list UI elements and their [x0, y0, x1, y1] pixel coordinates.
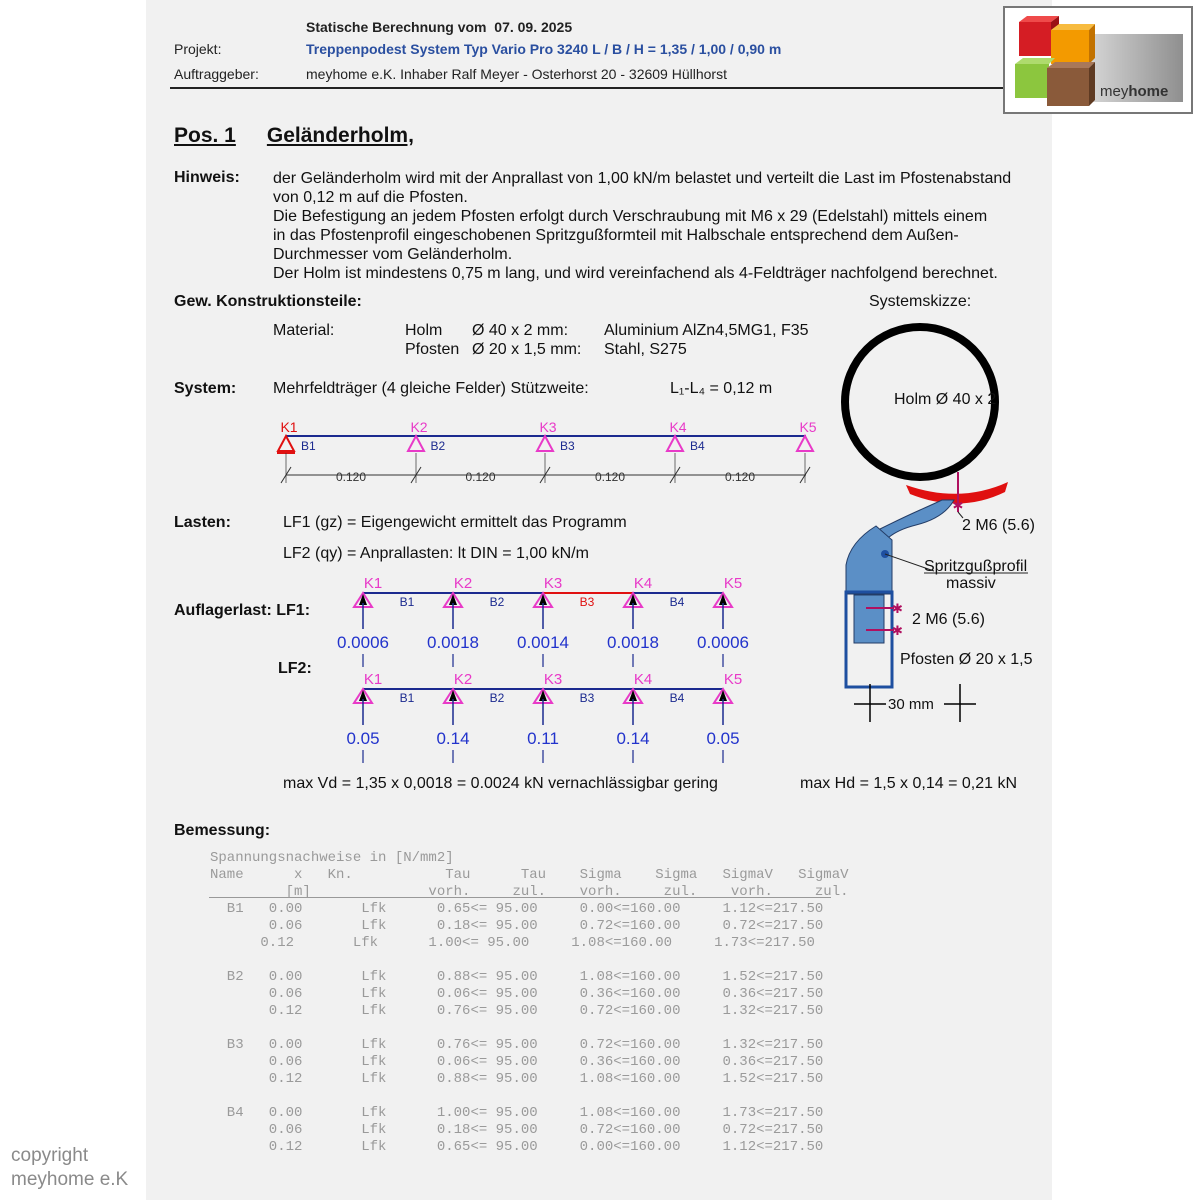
hinweis-label: Hinweis:: [174, 169, 240, 186]
span-label: L₁-L₄ = 0,12 m: [670, 380, 773, 397]
lf2-node-k3: K3: [543, 671, 563, 688]
spritzguss-body: [846, 526, 892, 594]
table-row: [210, 1020, 849, 1037]
beam-label-b1: B1: [301, 439, 316, 453]
node-label-k5: K5: [799, 419, 817, 435]
lf2-beam-label-b1: B1: [399, 691, 415, 705]
beam-label-b4: B4: [690, 439, 705, 453]
lf1-value-k2: 0.0018: [427, 633, 479, 652]
lf1-value-k5: 0.0006: [697, 633, 749, 652]
left-margin: [0, 0, 146, 1200]
screw-top-icon: ✱: [952, 498, 964, 513]
statik-date: 07. 09. 2025: [494, 19, 573, 35]
table-row: 0.12 Lfk 0.76<= 95.00 0.72<=160.00 1.32<=217.50: [210, 1003, 824, 1019]
table-row: 0.12 Lfk 0.65<= 95.00 0.00<=160.00 1.12<=217.50: [210, 1139, 824, 1155]
lf1-node-k4: K4: [633, 575, 653, 592]
table-row: 0.06 Lfk 0.18<= 95.00 0.72<=160.00 0.72<=217.50: [210, 1122, 824, 1138]
pos-title: [174, 124, 414, 148]
logo-graphic: [1005, 8, 1191, 112]
system-text: Mehrfeldträger (4 gleiche Felder) Stützweite:: [273, 380, 589, 397]
table-row: 0.12 Lfk 0.88<= 95.00 1.08<=160.00 1.52<=217.50: [210, 1071, 824, 1087]
lf1-node-k3: K3: [543, 575, 563, 592]
lf1-value-k4: 0.0018: [607, 633, 659, 652]
lf1-node-k1: K1: [363, 575, 383, 592]
holm-material: Aluminium AlZn4,5MG1, F35: [604, 322, 809, 339]
lf2-value-k4: 0.14: [616, 729, 650, 748]
hinweis-line: Durchmesser vom Geländerholm.: [273, 246, 513, 263]
pfosten-label: Pfosten Ø 20 x 1,5: [900, 651, 1033, 668]
screw-mid-2-icon: ✱: [892, 623, 903, 638]
table-row: 0.06 Lfk 0.06<= 95.00 0.36<=160.00 0.36<=217.50: [210, 986, 824, 1002]
table-row: B1 0.00 Lfk 0.65<= 95.00 0.00<=160.00 1.12<=217.50: [210, 901, 824, 917]
node-label-k1: K1: [280, 419, 298, 435]
system-sketch: [836, 320, 1052, 725]
holm-label: Holm Ø 40 x 2: [894, 391, 997, 408]
screw-top-label: 2 M6 (5.6): [962, 517, 1035, 534]
table-row: 0.06 Lfk 0.18<= 95.00 0.72<=160.00 0.72<=217.50: [210, 918, 824, 934]
support-k4: [667, 436, 683, 451]
lf2-node-k5: K5: [723, 671, 743, 688]
table-header-line: Name x Kn. Tau Tau Sigma Sigma SigmaV SigmaV: [210, 867, 849, 883]
pfosten-part: Pfosten: [405, 341, 460, 358]
table-header-line: Spannungsnachweise in [N/mm2]: [210, 850, 454, 866]
projekt-label: Projekt:: [174, 41, 222, 57]
lf2-beam-label-b4: B4: [669, 691, 685, 705]
hinweis-line: der Geländerholm wird mit der Anprallast von 1,00 kN/m belastet und verteilt die Last im Pfostenabstand: [273, 170, 1012, 187]
system-diagram: [270, 415, 830, 490]
hinweis-text: [273, 169, 1053, 283]
pos-name: Geländerholm,: [266, 124, 414, 147]
projekt-value: Treppenpodest System Typ Vario Pro 3240 L / B / H = 1,35 / 1,00 / 0,90 m: [306, 41, 782, 57]
table-row: B3 0.00 Lfk 0.76<= 95.00 0.72<=160.00 1.32<=217.50: [210, 1037, 824, 1053]
node-label-k4: K4: [669, 419, 687, 435]
support-k2: [408, 436, 424, 451]
lf2-text: LF2 (qy) = Anprallasten: lt DIN = 1,00 kN/m: [283, 545, 589, 562]
lf1-value-k3: 0.0014: [517, 633, 569, 652]
copyright-line-2: meyhome e.K: [11, 1169, 129, 1190]
spritzguss-insert: [854, 595, 884, 643]
profile-label-2: massiv: [946, 575, 996, 592]
lf2-beam-label-b3: B3: [579, 691, 595, 705]
lf1-beam-label-b1: B1: [399, 595, 415, 609]
lf2-node-k2: K2: [453, 671, 473, 688]
screw-mid-label: 2 M6 (5.6): [912, 611, 985, 628]
statik-title: [306, 19, 572, 35]
table-header-line: [m] vorh. zul. vorh. zul. vorh. zul.: [210, 884, 849, 900]
pfosten-material: Stahl, S275: [604, 341, 687, 358]
hinweis-line: Die Befestigung an jedem Pfosten erfolgt durch Verschraubung mit M6 x 29 (Edelstahl) mittels einem: [273, 208, 988, 225]
dim-value: 0.120: [465, 470, 496, 484]
lf2-diagram: [325, 668, 765, 768]
header-rule: [170, 87, 1005, 89]
bemessung-label: Bemessung:: [174, 822, 271, 839]
lf1-beam-label-b2: B2: [489, 595, 505, 609]
lf2-node-k1: K1: [363, 671, 383, 688]
holm-dim: Ø 40 x 2 mm:: [472, 322, 569, 339]
lf2-beam-label-b2: B2: [489, 691, 505, 705]
table-row: [210, 952, 849, 969]
system-label: System:: [174, 380, 237, 397]
auftraggeber-label: Auftraggeber:: [174, 66, 259, 82]
lasten-label: Lasten:: [174, 514, 231, 531]
dim-value: 0.120: [335, 470, 367, 484]
table-row: B4 0.00 Lfk 1.00<= 95.00 1.08<=160.00 1.73<=217.50: [210, 1105, 824, 1121]
lf2-node-k4: K4: [633, 671, 653, 688]
copyright-line-1: copyright: [11, 1145, 89, 1166]
stress-table: [210, 850, 849, 1156]
skizze-title: Systemskizze:: [869, 293, 972, 310]
logo-text: meyhome: [1100, 83, 1169, 100]
lf1-text: LF1 (gz) = Eigengewicht ermittelt das Programm: [283, 514, 627, 531]
node-label-k2: K2: [410, 419, 428, 435]
auftraggeber-value: meyhome e.K. Inhaber Ralf Meyer - Osterhorst 20 - 32609 Hüllhorst: [306, 66, 727, 82]
profile-label-1: Spritzgußprofil: [924, 558, 1028, 575]
support-k3: [537, 436, 553, 451]
meyhome-logo: [1003, 6, 1193, 114]
auflager-lf2-label: LF2:: [278, 660, 312, 677]
hinweis-line: von 0,12 m auf die Pfosten.: [273, 189, 468, 206]
beam-label-b3: B3: [560, 439, 575, 453]
konstruktion-label: Gew. Konstruktionsteile:: [174, 293, 362, 310]
screw-mid-1-icon: ✱: [892, 601, 903, 616]
right-margin: [1052, 0, 1200, 1200]
holm-part: Holm: [405, 322, 443, 339]
pos-number: Pos. 1: [174, 124, 236, 147]
lf1-beam-label-b4: B4: [669, 595, 685, 609]
beam-label-b2: B2: [430, 439, 446, 453]
table-row: 0.12 Lfk 1.00<= 95.00 1.08<=160.00 1.73<=217.50: [210, 935, 815, 951]
table-row: B2 0.00 Lfk 0.88<= 95.00 1.08<=160.00 1.52<=217.50: [210, 969, 824, 985]
dim-value: 0.120: [724, 470, 756, 484]
dim-label: 30 mm: [888, 696, 934, 713]
lf1-diagram: [325, 572, 765, 672]
lf2-value-k2: 0.14: [436, 729, 470, 748]
hinweis-line: Der Holm ist mindestens 0,75 m lang, und wird vereinfachend als 4-Feldträger nachfolgend berechnet.: [273, 265, 998, 282]
support-k5: [797, 436, 813, 451]
statik-label: Statische Berechnung vom: [306, 19, 487, 35]
lf1-node-k2: K2: [453, 575, 473, 592]
pfosten-dim: Ø 20 x 1,5 mm:: [472, 341, 582, 358]
copyright: [11, 1144, 128, 1192]
lf2-value-k5: 0.05: [706, 729, 740, 748]
material-label: Material:: [273, 322, 335, 339]
lf1-beam-label-b3: B3: [579, 595, 595, 609]
max-vd: max Vd = 1,35 x 0,0018 = 0.0024 kN vernachlässigbar gering: [283, 775, 718, 792]
lf2-value-k1: 0.05: [346, 729, 380, 748]
lf2-value-k3: 0.11: [527, 729, 559, 748]
table-row: 0.06 Lfk 0.06<= 95.00 0.36<=160.00 0.36<=217.50: [210, 1054, 824, 1070]
node-label-k3: K3: [539, 419, 557, 435]
lf1-node-k5: K5: [723, 575, 743, 592]
hinweis-line: in das Pfostenprofil eingeschobenen Spritzgußformteil mit Halbschale entsprechend dem Außen-: [273, 227, 959, 244]
max-hd: max Hd = 1,5 x 0,14 = 0,21 kN: [800, 775, 1018, 792]
dim-value: 0.120: [594, 470, 626, 484]
table-row: [210, 1088, 849, 1105]
auflager-lf1-label: Auflagerlast: LF1:: [174, 602, 311, 619]
lf1-value-k1: 0.0006: [337, 633, 389, 652]
support-k1: [278, 436, 294, 451]
